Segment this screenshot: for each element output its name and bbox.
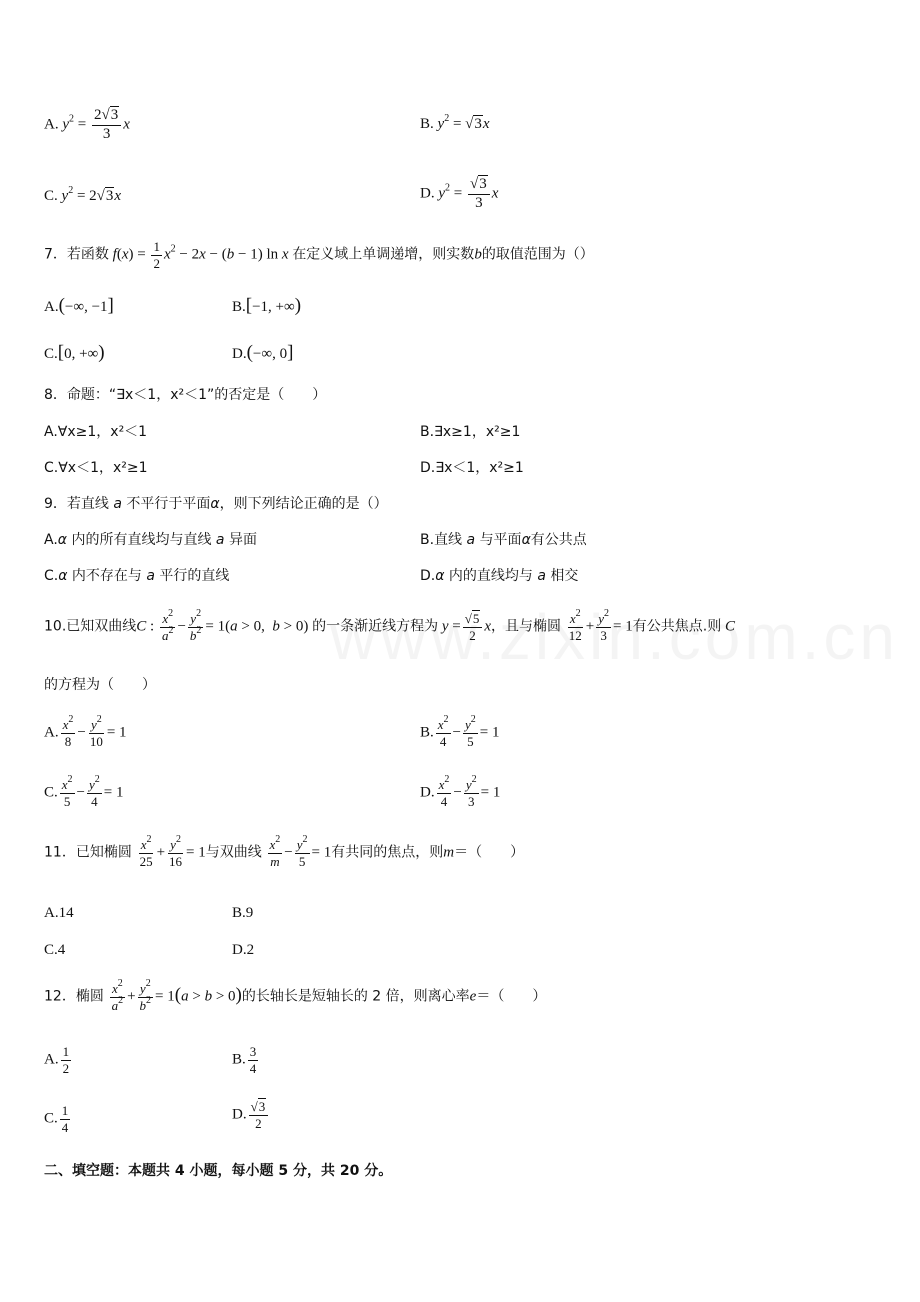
q9-stem: 9．若直线 a 不平行于平面α，则下列结论正确的是（） — [44, 496, 388, 512]
q10-option-b[interactable]: B. $\frac{x^2}{4}$ − $\frac{y^2}{5}$ = 1 — [420, 714, 500, 749]
q12-option-c[interactable]: C. $\frac{1}{4}$ — [44, 1103, 69, 1135]
q11-option-b[interactable]: B.9 — [232, 905, 254, 921]
q8-stem: 8．命题：“∃x＜1，x²＜1”的否定是（ ） — [44, 387, 327, 403]
q10-option-a[interactable]: A. $\frac{x^2}{8}$ − $\frac{y^2}{10}$ = 1 — [44, 714, 127, 749]
q7-option-c[interactable]: C.[0, +∞) — [44, 342, 105, 363]
q8-option-c[interactable]: C.∀x＜1，x²≥1 — [44, 460, 148, 476]
q10-stem-line2: 的方程为（ ） — [44, 677, 156, 693]
q9-option-c[interactable]: C.α 内不存在与 a 平行的直线 — [44, 568, 230, 584]
q12-option-b[interactable]: B. $\frac{3}{4}$ — [232, 1044, 257, 1076]
q9-option-a[interactable]: A.α 内的所有直线均与直线 a 异面 — [44, 532, 257, 548]
q7-option-b[interactable]: B.[−1, +∞) — [232, 295, 302, 316]
q8-option-b[interactable]: B.∃x≥1，x²≥1 — [420, 424, 521, 440]
q11-option-a[interactable]: A.14 — [44, 905, 74, 921]
q9-option-d[interactable]: D.α 内的直线均与 a 相交 — [420, 568, 579, 584]
q10-stem: 10.已知双曲线C : $\frac{x^2}{a^2}$ − $\frac{y^2}{b^2}$ = 1(a > 0, b > 0) 的一条渐近线方程为 y = $\frac{√5}{2}$ x，且与椭圆 $\frac{x^2}{12}$ + $\frac{y^2}{3}$ = 1有公共焦点.则 C — [44, 608, 735, 643]
q6-option-a[interactable]: A. $y^2$ = $\frac{2√3}{3}$ x — [44, 107, 130, 142]
q8-option-d[interactable]: D.∃x＜1，x²≥1 — [420, 460, 524, 476]
q6-option-c[interactable]: C. $y^2 = 2√3x$ — [44, 185, 122, 204]
q12-option-a[interactable]: A. $\frac{1}{2}$ — [44, 1044, 70, 1076]
q6-option-d[interactable]: D. $y^2$ = $\frac{√3}{3}$ x — [420, 176, 499, 211]
q7-option-d[interactable]: D.(−∞, 0] — [232, 342, 294, 363]
q6-option-b[interactable]: B. $y^2 = √3x$ — [420, 113, 490, 132]
q12-option-d[interactable]: D. $\frac{√3}{2}$ — [232, 1100, 270, 1130]
q7-option-a[interactable]: A.(−∞, −1] — [44, 295, 114, 316]
q11-option-d[interactable]: D.2 — [232, 942, 255, 958]
q11-stem: 11．已知椭圆 $\frac{x^2}{25}$ + $\frac{y^2}{16}$ = 1与双曲线 $\frac{x^2}{m}$ − $\frac{y^2}{5}$ = 1有共同的焦点，则m＝（ ） — [44, 834, 525, 869]
q10-option-c[interactable]: C. $\frac{x^2}{5}$ − $\frac{y^2}{4}$ = 1 — [44, 774, 124, 809]
q10-option-d[interactable]: D. $\frac{x^2}{4}$ − $\frac{y^2}{3}$ = 1 — [420, 774, 501, 809]
section-heading: 二、填空题：本题共 4 小题，每小题 5 分，共 20 分。 — [44, 1163, 393, 1179]
q11-option-c[interactable]: C.4 — [44, 942, 66, 958]
q8-option-a[interactable]: A.∀x≥1，x²＜1 — [44, 424, 148, 440]
q7-stem: 7．若函数 f(x) = $\frac{1}{2}$ $x^2 - 2x - (b - 1)$ ln x 在定义域上单调递增，则实数b的取值范围为（） — [44, 239, 594, 271]
q12-stem: 12．椭圆 $\frac{x^2}{a^2}$ + $\frac{y^2}{b^2}$ = 1(a > b > 0)的长轴长是短轴长的 2 倍，则离心率e＝（ ） — [44, 978, 547, 1013]
q9-option-b[interactable]: B.直线 a 与平面α有公共点 — [420, 532, 587, 548]
